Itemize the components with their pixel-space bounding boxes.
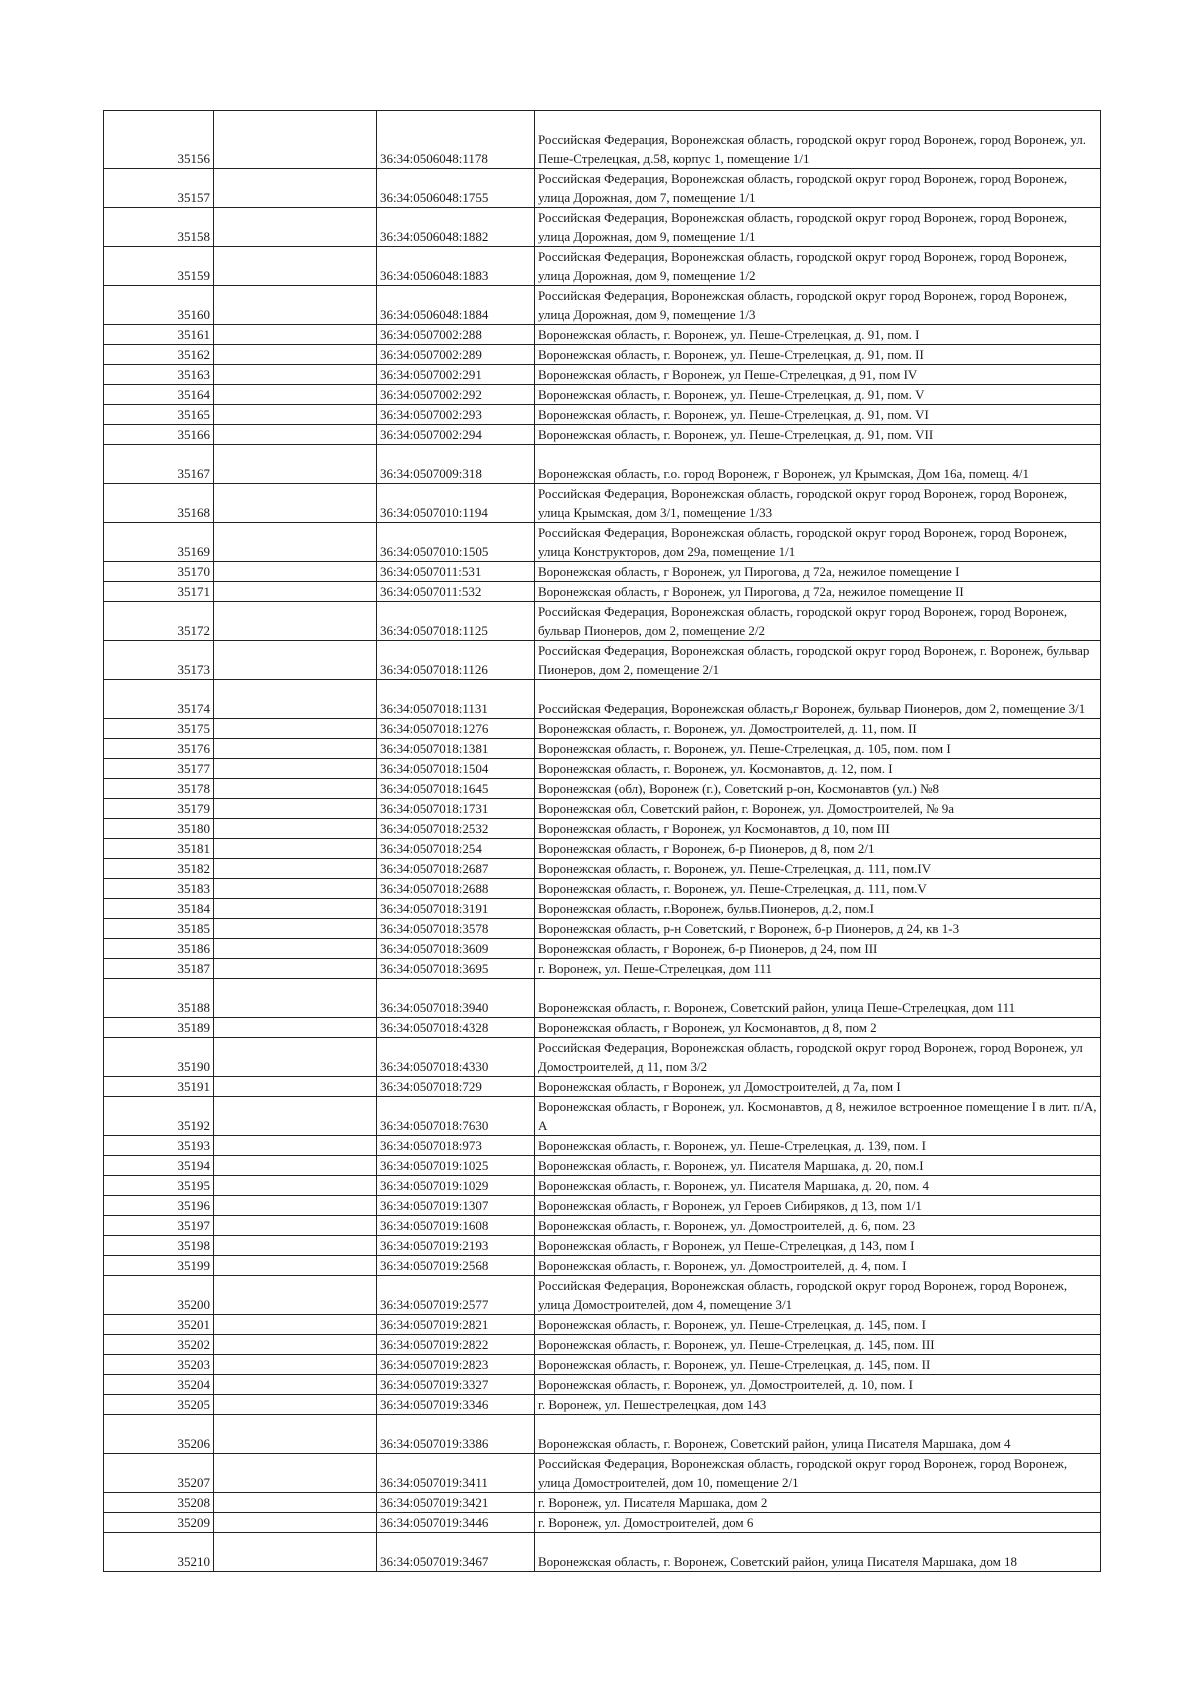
row-number: 35178 xyxy=(104,779,214,799)
row-number: 35159 xyxy=(104,247,214,286)
row-number: 35175 xyxy=(104,719,214,739)
row-number: 35182 xyxy=(104,859,214,879)
table-row xyxy=(104,739,1101,759)
table-row xyxy=(104,286,1101,325)
empty-cell xyxy=(214,1136,377,1156)
address-cell: г. Воронеж, ул. Домостроителей, дом 6 xyxy=(535,1513,1101,1533)
address-cell: Российская Федерация, Воронежская область, городской округ город Воронеж, город Воронеж, улица Дорожная, дом 9, помещение 1/1 xyxy=(535,208,1101,247)
cadastral-number: 36:34:0507002:289 xyxy=(377,345,535,365)
address-cell: Воронежская область, г. Воронеж, ул. Космонавтов, д. 12, пом. I xyxy=(535,759,1101,779)
address-cell: Воронежская область, г Воронеж, б-р Пионеров, д 24, пом III xyxy=(535,939,1101,959)
table-row xyxy=(104,919,1101,939)
table-row xyxy=(104,1355,1101,1375)
empty-cell xyxy=(214,1513,377,1533)
empty-cell xyxy=(214,602,377,641)
address-cell: Воронежская область, г Воронеж, ул Космонавтов, д 10, пом III xyxy=(535,819,1101,839)
table-row xyxy=(104,484,1101,523)
address-cell: г. Воронеж, ул. Писателя Маршака, дом 2 xyxy=(535,1493,1101,1513)
row-number: 35168 xyxy=(104,484,214,523)
address-cell: Российская Федерация, Воронежская область, городской округ город Воронеж, город Воронеж, улица Конструкторов, дом 29а, помещение 1/1 xyxy=(535,523,1101,562)
address-cell: Воронежская область, г. Воронеж, ул. Домостроителей, д. 10, пом. I xyxy=(535,1375,1101,1395)
row-number: 35170 xyxy=(104,562,214,582)
cadastral-number: 36:34:0507018:1731 xyxy=(377,799,535,819)
empty-cell xyxy=(214,1156,377,1176)
table-row xyxy=(104,959,1101,979)
empty-cell xyxy=(214,286,377,325)
address-cell: Российская Федерация, Воронежская область, городской округ город Воронеж, город Воронеж, улица Домостроителей, дом 10, помещение 2/1 xyxy=(535,1454,1101,1493)
table-row xyxy=(104,1216,1101,1236)
row-number: 35160 xyxy=(104,286,214,325)
table-row xyxy=(104,1276,1101,1315)
empty-cell xyxy=(214,405,377,425)
cadastral-number: 36:34:0507018:1126 xyxy=(377,641,535,680)
table-row xyxy=(104,345,1101,365)
cadastral-number: 36:34:0507019:3327 xyxy=(377,1375,535,1395)
address-cell: Воронежская область, г. Воронеж, ул. Пеше-Стрелецкая, д. 91, пом. VII xyxy=(535,425,1101,445)
row-number: 35167 xyxy=(104,445,214,484)
empty-cell xyxy=(214,523,377,562)
empty-cell xyxy=(214,859,377,879)
empty-cell xyxy=(214,959,377,979)
table-row xyxy=(104,939,1101,959)
table-row xyxy=(104,1395,1101,1415)
table-row xyxy=(104,1513,1101,1533)
address-cell: Воронежская область, г. Воронеж, ул. Пеше-Стрелецкая, д. 145, пом. I xyxy=(535,1315,1101,1335)
cadastral-number: 36:34:0507019:3421 xyxy=(377,1493,535,1513)
cadastral-number: 36:34:0507018:4330 xyxy=(377,1038,535,1077)
row-number: 35204 xyxy=(104,1375,214,1395)
empty-cell xyxy=(214,1077,377,1097)
empty-cell xyxy=(214,1256,377,1276)
address-cell: Воронежская область, г. Воронеж, ул. Пеше-Стрелецкая, д. 91, пом. I xyxy=(535,325,1101,345)
row-number: 35180 xyxy=(104,819,214,839)
table-row xyxy=(104,1156,1101,1176)
address-cell: г. Воронеж, ул. Пеше-Стрелецкая, дом 111 xyxy=(535,959,1101,979)
address-cell: Воронежская область, г. Воронеж, Советский район, улица Пеше-Стрелецкая, дом 111 xyxy=(535,979,1101,1018)
row-number: 35207 xyxy=(104,1454,214,1493)
table-row xyxy=(104,979,1101,1018)
address-cell: Воронежская область, г. Воронеж, ул. Пеше-Стрелецкая, д. 105, пом. пом I xyxy=(535,739,1101,759)
row-number: 35197 xyxy=(104,1216,214,1236)
cadastral-number: 36:34:0507019:3446 xyxy=(377,1513,535,1533)
row-number: 35164 xyxy=(104,385,214,405)
empty-cell xyxy=(214,1196,377,1216)
address-cell: Воронежская область, г Воронеж, б-р Пионеров, д 8, пом 2/1 xyxy=(535,839,1101,859)
empty-cell xyxy=(214,1375,377,1395)
address-cell: Российская Федерация, Воронежская область, городской округ город Воронеж, город Воронеж, улица Дорожная, дом 9, помещение 1/2 xyxy=(535,247,1101,286)
row-number: 35169 xyxy=(104,523,214,562)
row-number: 35158 xyxy=(104,208,214,247)
cadastral-number: 36:34:0506048:1178 xyxy=(377,111,535,169)
empty-cell xyxy=(214,445,377,484)
cadastral-number: 36:34:0507018:3609 xyxy=(377,939,535,959)
address-cell: Воронежская область, г. Воронеж, ул. Домостроителей, д. 11, пом. II xyxy=(535,719,1101,739)
cadastral-number: 36:34:0507018:3578 xyxy=(377,919,535,939)
empty-cell xyxy=(214,1415,377,1454)
cadastral-number: 36:34:0507019:2822 xyxy=(377,1335,535,1355)
table-row xyxy=(104,641,1101,680)
address-cell: Воронежская область, г Воронеж, ул Пеше-Стрелецкая, д 91, пом IV xyxy=(535,365,1101,385)
cadastral-number: 36:34:0507018:729 xyxy=(377,1077,535,1097)
empty-cell xyxy=(214,1236,377,1256)
cadastral-number: 36:34:0507002:288 xyxy=(377,325,535,345)
row-number: 35187 xyxy=(104,959,214,979)
cadastral-number: 36:34:0506048:1755 xyxy=(377,169,535,208)
table-row xyxy=(104,1533,1101,1572)
row-number: 35179 xyxy=(104,799,214,819)
address-cell: Воронежская область, г. Воронеж, ул. Пеше-Стрелецкая, д. 139, пом. I xyxy=(535,1136,1101,1156)
cadastral-number: 36:34:0507009:318 xyxy=(377,445,535,484)
cadastral-number: 36:34:0507018:4328 xyxy=(377,1018,535,1038)
empty-cell xyxy=(214,1315,377,1335)
table-row xyxy=(104,562,1101,582)
cadastral-number: 36:34:0507018:1381 xyxy=(377,739,535,759)
empty-cell xyxy=(214,1355,377,1375)
cadastral-number: 36:34:0507019:2193 xyxy=(377,1236,535,1256)
address-cell: Российская Федерация, Воронежская область, городской округ город Воронеж, город Воронеж, улица Дорожная, дом 9, помещение 1/3 xyxy=(535,286,1101,325)
row-number: 35190 xyxy=(104,1038,214,1077)
table-row xyxy=(104,445,1101,484)
row-number: 35208 xyxy=(104,1493,214,1513)
address-cell: Российская Федерация, Воронежская область, городской округ город Воронеж, город Воронеж, ул. Пеше-Стрелецкая, д.58, корпус 1, помещение 1/1 xyxy=(535,111,1101,169)
address-cell: Воронежская область, р-н Советский, г Воронеж, б-р Пионеров, д 24, кв 1-3 xyxy=(535,919,1101,939)
table-row xyxy=(104,1256,1101,1276)
row-number: 35193 xyxy=(104,1136,214,1156)
table-row xyxy=(104,602,1101,641)
row-number: 35161 xyxy=(104,325,214,345)
cadastral-number: 36:34:0507011:531 xyxy=(377,562,535,582)
cadastral-number: 36:34:0507011:532 xyxy=(377,582,535,602)
row-number: 35185 xyxy=(104,919,214,939)
cadastral-number: 36:34:0507019:1608 xyxy=(377,1216,535,1236)
empty-cell xyxy=(214,247,377,286)
cadastral-number: 36:34:0507010:1505 xyxy=(377,523,535,562)
table-row xyxy=(104,1315,1101,1335)
row-number: 35162 xyxy=(104,345,214,365)
address-cell: Воронежская область, г Воронеж, ул Пеше-Стрелецкая, д 143, пом I xyxy=(535,1236,1101,1256)
table-row xyxy=(104,779,1101,799)
cadastral-number: 36:34:0507018:7630 xyxy=(377,1097,535,1136)
cadastral-number: 36:34:0506048:1882 xyxy=(377,208,535,247)
empty-cell xyxy=(214,879,377,899)
row-number: 35157 xyxy=(104,169,214,208)
address-cell: Воронежская область, г. Воронеж, ул. Пеше-Стрелецкая, д. 91, пом. II xyxy=(535,345,1101,365)
row-number: 35186 xyxy=(104,939,214,959)
table-row xyxy=(104,859,1101,879)
empty-cell xyxy=(214,1216,377,1236)
address-cell: Воронежская область, г Воронеж, ул Домостроителей, д 7а, пом I xyxy=(535,1077,1101,1097)
empty-cell xyxy=(214,484,377,523)
cadastral-number: 36:34:0507002:292 xyxy=(377,385,535,405)
empty-cell xyxy=(214,979,377,1018)
address-cell: Воронежская область, г. Воронеж, ул. Пеше-Стрелецкая, д. 145, пом. III xyxy=(535,1335,1101,1355)
row-number: 35201 xyxy=(104,1315,214,1335)
cadastral-number: 36:34:0507019:2577 xyxy=(377,1276,535,1315)
empty-cell xyxy=(214,1097,377,1136)
table-row xyxy=(104,759,1101,779)
row-number: 35166 xyxy=(104,425,214,445)
address-cell: Воронежская область, г Воронеж, ул Героев Сибиряков, д 13, пом 1/1 xyxy=(535,1196,1101,1216)
empty-cell xyxy=(214,1493,377,1513)
empty-cell xyxy=(214,169,377,208)
address-cell: Воронежская область, г. Воронеж, ул. Домостроителей, д. 4, пом. I xyxy=(535,1256,1101,1276)
address-cell: Российская Федерация, Воронежская область, городской округ город Воронеж, город Воронеж, улица Крымская, дом 3/1, помещение 1/33 xyxy=(535,484,1101,523)
empty-cell xyxy=(214,1176,377,1196)
cadastral-number: 36:34:0507019:2568 xyxy=(377,1256,535,1276)
address-cell: Воронежская область, г. Воронеж, ул. Писателя Маршака, д. 20, пом.I xyxy=(535,1156,1101,1176)
table-row xyxy=(104,839,1101,859)
cadastral-number: 36:34:0507018:1504 xyxy=(377,759,535,779)
row-number: 35205 xyxy=(104,1395,214,1415)
empty-cell xyxy=(214,562,377,582)
address-cell: Воронежская (обл), Воронеж (г.), Советский р-он, Космонавтов (ул.) №8 xyxy=(535,779,1101,799)
row-number: 35163 xyxy=(104,365,214,385)
address-cell: Воронежская область, г. Воронеж, ул. Пеше-Стрелецкая, д. 111, пом.IV xyxy=(535,859,1101,879)
cadastral-number: 36:34:0507019:3386 xyxy=(377,1415,535,1454)
cadastral-number: 36:34:0507018:1125 xyxy=(377,602,535,641)
address-cell: Воронежская область, г. Воронеж, ул. Пеше-Стрелецкая, д. 91, пом. VI xyxy=(535,405,1101,425)
empty-cell xyxy=(214,1335,377,1355)
row-number: 35200 xyxy=(104,1276,214,1315)
cadastral-number: 36:34:0507019:3411 xyxy=(377,1454,535,1493)
table-row xyxy=(104,425,1101,445)
row-number: 35206 xyxy=(104,1415,214,1454)
empty-cell xyxy=(214,779,377,799)
row-number: 35196 xyxy=(104,1196,214,1216)
cadastral-number: 36:34:0507018:3695 xyxy=(377,959,535,979)
row-number: 35202 xyxy=(104,1335,214,1355)
empty-cell xyxy=(214,799,377,819)
address-cell: Воронежская область, г. Воронеж, Советский район, улица Писателя Маршака, дом 4 xyxy=(535,1415,1101,1454)
row-number: 35195 xyxy=(104,1176,214,1196)
table-row xyxy=(104,325,1101,345)
address-cell: г. Воронеж, ул. Пешестрелецкая, дом 143 xyxy=(535,1395,1101,1415)
address-cell: Воронежская область, г.Воронеж, бульв.Пионеров, д.2, пом.I xyxy=(535,899,1101,919)
address-cell: Воронежская область, г Воронеж, ул Космонавтов, д 8, пом 2 xyxy=(535,1018,1101,1038)
address-cell: Российская Федерация, Воронежская область, городской округ город Воронеж, город Воронеж, улица Дорожная, дом 7, помещение 1/1 xyxy=(535,169,1101,208)
empty-cell xyxy=(214,1533,377,1572)
table-row xyxy=(104,719,1101,739)
empty-cell xyxy=(214,1454,377,1493)
table-row xyxy=(104,1375,1101,1395)
cadastral-number: 36:34:0507018:254 xyxy=(377,839,535,859)
address-cell: Воронежская область, г. Воронеж, ул. Пеше-Стрелецкая, д. 91, пом. V xyxy=(535,385,1101,405)
table-row xyxy=(104,799,1101,819)
row-number: 35184 xyxy=(104,899,214,919)
address-cell: Воронежская область, г.о. город Воронеж, г Воронеж, ул Крымская, Дом 16а, помещ. 4/1 xyxy=(535,445,1101,484)
table-row xyxy=(104,208,1101,247)
table-row xyxy=(104,1196,1101,1216)
row-number: 35177 xyxy=(104,759,214,779)
row-number: 35209 xyxy=(104,1513,214,1533)
table-row xyxy=(104,1454,1101,1493)
empty-cell xyxy=(214,1395,377,1415)
row-number: 35181 xyxy=(104,839,214,859)
empty-cell xyxy=(214,345,377,365)
address-cell: Воронежская область, г. Воронеж, ул. Писателя Маршака, д. 20, пом. 4 xyxy=(535,1176,1101,1196)
row-number: 35173 xyxy=(104,641,214,680)
table-row xyxy=(104,1077,1101,1097)
cadastral-number: 36:34:0507018:1276 xyxy=(377,719,535,739)
cadastral-number: 36:34:0507002:291 xyxy=(377,365,535,385)
cadastral-number: 36:34:0507019:3467 xyxy=(377,1533,535,1572)
empty-cell xyxy=(214,111,377,169)
empty-cell xyxy=(214,325,377,345)
row-number: 35199 xyxy=(104,1256,214,1276)
cadastral-number: 36:34:0507018:2532 xyxy=(377,819,535,839)
empty-cell xyxy=(214,365,377,385)
table-row xyxy=(104,405,1101,425)
cadastral-number: 36:34:0507002:294 xyxy=(377,425,535,445)
cadastral-number: 36:34:0507019:1025 xyxy=(377,1156,535,1176)
empty-cell xyxy=(214,759,377,779)
table-row xyxy=(104,819,1101,839)
cadastral-number: 36:34:0507018:2688 xyxy=(377,879,535,899)
table-row xyxy=(104,1018,1101,1038)
empty-cell xyxy=(214,719,377,739)
table-row xyxy=(104,169,1101,208)
cadastral-number: 36:34:0507018:2687 xyxy=(377,859,535,879)
empty-cell xyxy=(214,425,377,445)
cadastral-number: 36:34:0506048:1883 xyxy=(377,247,535,286)
empty-cell xyxy=(214,939,377,959)
table-row xyxy=(104,1176,1101,1196)
empty-cell xyxy=(214,208,377,247)
table-row xyxy=(104,1038,1101,1077)
row-number: 35188 xyxy=(104,979,214,1018)
cadastral-number: 36:34:0507018:1131 xyxy=(377,680,535,719)
empty-cell xyxy=(214,641,377,680)
empty-cell xyxy=(214,739,377,759)
address-cell: Воронежская обл, Советский район, г. Воронеж, ул. Домостроителей, № 9а xyxy=(535,799,1101,819)
table-row xyxy=(104,1097,1101,1136)
empty-cell xyxy=(214,819,377,839)
table-row xyxy=(104,899,1101,919)
table-row xyxy=(104,523,1101,562)
address-cell: Воронежская область, г Воронеж, ул Пирогова, д 72а, нежилое помещение I xyxy=(535,562,1101,582)
empty-cell xyxy=(214,1276,377,1315)
table-row xyxy=(104,1415,1101,1454)
empty-cell xyxy=(214,385,377,405)
empty-cell xyxy=(214,1038,377,1077)
cadastral-number: 36:34:0507019:2823 xyxy=(377,1355,535,1375)
address-cell: Российская Федерация, Воронежская область, городской округ город Воронеж, город Воронеж, ул Домостроителей, д 11, пом 3/2 xyxy=(535,1038,1101,1077)
cadastral-number: 36:34:0507019:1029 xyxy=(377,1176,535,1196)
address-cell: Российская Федерация, Воронежская область, городской округ город Воронеж, г. Воронеж, бульвар Пионеров, дом 2, помещение 2/1 xyxy=(535,641,1101,680)
row-number: 35198 xyxy=(104,1236,214,1256)
table-row xyxy=(104,111,1101,169)
row-number: 35183 xyxy=(104,879,214,899)
row-number: 35203 xyxy=(104,1355,214,1375)
row-number: 35174 xyxy=(104,680,214,719)
empty-cell xyxy=(214,680,377,719)
row-number: 35194 xyxy=(104,1156,214,1176)
table-row xyxy=(104,1136,1101,1156)
table-row xyxy=(104,385,1101,405)
empty-cell xyxy=(214,582,377,602)
row-number: 35165 xyxy=(104,405,214,425)
empty-cell xyxy=(214,1018,377,1038)
cadastral-number: 36:34:0507018:973 xyxy=(377,1136,535,1156)
table-row xyxy=(104,365,1101,385)
cadastral-number: 36:34:0507018:3940 xyxy=(377,979,535,1018)
empty-cell xyxy=(214,919,377,939)
table-row xyxy=(104,879,1101,899)
table-row xyxy=(104,1493,1101,1513)
address-cell: Воронежская область, г Воронеж, ул Пирогова, д 72а, нежилое помещение II xyxy=(535,582,1101,602)
cadastral-number: 36:34:0507018:3191 xyxy=(377,899,535,919)
cadastral-number: 36:34:0507018:1645 xyxy=(377,779,535,799)
address-cell: Российская Федерация, Воронежская область, городской округ город Воронеж, город Воронеж, улица Домостроителей, дом 4, помещение 3/1 xyxy=(535,1276,1101,1315)
row-number: 35171 xyxy=(104,582,214,602)
address-cell: Российская Федерация, Воронежская область, городской округ город Воронеж, город Воронеж, бульвар Пионеров, дом 2, помещение 2/2 xyxy=(535,602,1101,641)
address-cell: Воронежская область, г. Воронеж, ул. Пеше-Стрелецкая, д. 111, пом.V xyxy=(535,879,1101,899)
address-cell: Воронежская область, г Воронеж, ул. Космонавтов, д 8, нежилое встроенное помещение I в лит. п/А, А xyxy=(535,1097,1101,1136)
address-cell: Воронежская область, г. Воронеж, ул. Домостроителей, д. 6, пом. 23 xyxy=(535,1216,1101,1236)
cadastral-number: 36:34:0506048:1884 xyxy=(377,286,535,325)
cadastral-number: 36:34:0507010:1194 xyxy=(377,484,535,523)
address-cell: Российская Федерация, Воронежская область,г Воронеж, бульвар Пионеров, дом 2, помещение 3/1 xyxy=(535,680,1101,719)
cadastral-number: 36:34:0507019:3346 xyxy=(377,1395,535,1415)
cadastral-number: 36:34:0507019:1307 xyxy=(377,1196,535,1216)
address-cell: Воронежская область, г. Воронеж, Советский район, улица Писателя Маршака, дом 18 xyxy=(535,1533,1101,1572)
row-number: 35189 xyxy=(104,1018,214,1038)
table-row xyxy=(104,582,1101,602)
registry-table xyxy=(103,110,1101,1572)
table-row xyxy=(104,1236,1101,1256)
row-number: 35172 xyxy=(104,602,214,641)
address-cell: Воронежская область, г. Воронеж, ул. Пеше-Стрелецкая, д. 145, пом. II xyxy=(535,1355,1101,1375)
row-number: 35156 xyxy=(104,111,214,169)
row-number: 35192 xyxy=(104,1097,214,1136)
empty-cell xyxy=(214,839,377,859)
empty-cell xyxy=(214,899,377,919)
row-number: 35210 xyxy=(104,1533,214,1572)
table-row xyxy=(104,247,1101,286)
table-row xyxy=(104,680,1101,719)
table-row xyxy=(104,1335,1101,1355)
cadastral-number: 36:34:0507019:2821 xyxy=(377,1315,535,1335)
row-number: 35191 xyxy=(104,1077,214,1097)
row-number: 35176 xyxy=(104,739,214,759)
registry-table-body xyxy=(104,111,1101,1572)
cadastral-number: 36:34:0507002:293 xyxy=(377,405,535,425)
